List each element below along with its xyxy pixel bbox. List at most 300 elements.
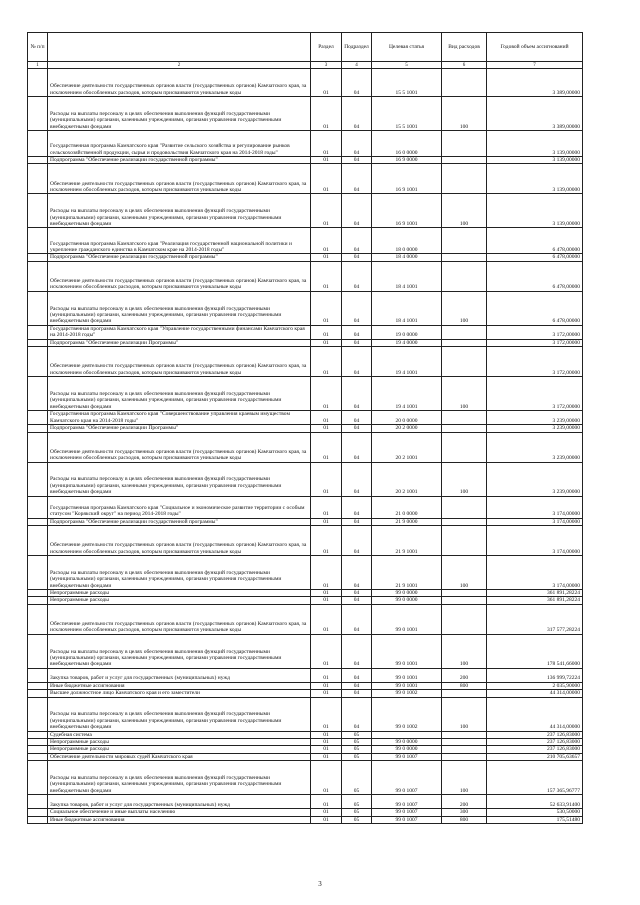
row-target-article: 18 4 1001: [372, 291, 442, 325]
row-amount: 3 172,00000: [487, 325, 583, 339]
row-amount: 136 999,72224: [487, 668, 583, 682]
row-podrazdel: 05: [342, 739, 372, 746]
column-index: 6: [442, 62, 487, 69]
row-number: [28, 228, 48, 254]
row-target-article: 21 9 1001: [372, 526, 442, 556]
header-podrazdel: Подраздел: [342, 33, 372, 62]
table-row: [28, 254, 583, 261]
row-amount: 52 633,91400: [487, 795, 583, 809]
row-number: [28, 339, 48, 346]
row-expense-type: [442, 526, 487, 556]
row-expense-type: [442, 339, 487, 346]
row-target-article: 20 2 0000: [372, 425, 442, 432]
row-expense-type: [442, 157, 487, 164]
row-name: Расходы на выплаты персоналу в целях обеспечения выполнения функций государственными (муниципальными) органами, казенными учреждениями, органами управления государственными внебюджетными фондами: [48, 291, 311, 325]
row-expense-type: [442, 604, 487, 634]
row-razdel: 01: [311, 753, 342, 760]
table-row: [28, 556, 583, 590]
row-expense-type: 100: [442, 761, 487, 795]
row-name: Расходы на выплаты персоналу в целях обеспечения выполнения функций государственными (муниципальными) органами, казенными учреждениями, органами управления государственными внебюджетными фондами: [48, 377, 311, 411]
row-amount: 2 035,90000: [487, 682, 583, 689]
row-target-article: 99 0 1002: [372, 697, 442, 731]
row-podrazdel: 04: [342, 69, 372, 97]
row-number: [28, 411, 48, 425]
row-name: Подпрограмма "Обеспечение реализации государственной программы": [48, 518, 311, 525]
row-number: [28, 261, 48, 291]
row-podrazdel: 04: [342, 590, 372, 597]
column-index-row: [28, 62, 583, 69]
row-podrazdel: 04: [342, 432, 372, 462]
table-row: [28, 131, 583, 157]
row-podrazdel: 04: [342, 556, 372, 590]
row-podrazdel: 05: [342, 761, 372, 795]
row-razdel: 01: [311, 697, 342, 731]
row-amount: 361 891,28224: [487, 590, 583, 597]
table-row: [28, 325, 583, 339]
page-number: 3: [318, 880, 322, 888]
row-amount: 3 174,00000: [487, 496, 583, 518]
row-razdel: 01: [311, 411, 342, 425]
row-name: Расходы на выплаты персоналу в целях обеспечения выполнения функций государственными (муниципальными) органами, казенными учреждениями, органами управления государственными внебюджетными фондами: [48, 761, 311, 795]
table-row: [28, 518, 583, 525]
row-name: Государственная программа Камчатского края "Социальное и экономическое развитие территории с особым статусом "Корякский округ" на период 2014-2018 годы": [48, 496, 311, 518]
table-row: [28, 590, 583, 597]
row-podrazdel: 04: [342, 194, 372, 228]
row-razdel: 01: [311, 690, 342, 697]
row-podrazdel: 05: [342, 795, 372, 809]
row-number: [28, 291, 48, 325]
table-row: [28, 604, 583, 634]
row-amount: 237 126,83000: [487, 739, 583, 746]
table-row: [28, 291, 583, 325]
row-number: [28, 668, 48, 682]
row-amount: 6 478,00000: [487, 291, 583, 325]
table-row: [28, 69, 583, 97]
row-number: [28, 731, 48, 738]
row-expense-type: [442, 432, 487, 462]
row-name: Подпрограмма "Обеспечение реализации Программы": [48, 425, 311, 432]
row-razdel: 01: [311, 795, 342, 809]
row-target-article: 99 0 1007: [372, 809, 442, 816]
row-expense-type: [442, 261, 487, 291]
row-amount: 210 705,63657: [487, 753, 583, 760]
row-name: Расходы на выплаты персоналу в целях обеспечения выполнения функций государственными (муниципальными) органами, казенными учреждениями, органами управления государственными внебюджетными фондами: [48, 462, 311, 496]
row-number: [28, 97, 48, 131]
row-amount: 3 389,00000: [487, 97, 583, 131]
column-index: 2: [48, 62, 311, 69]
table-row: [28, 228, 583, 254]
row-target-article: 16 9 1001: [372, 164, 442, 194]
row-name: Иные бюджетные ассигнования: [48, 816, 311, 823]
row-target-article: 99 0 1007: [372, 795, 442, 809]
row-amount: 237 126,83000: [487, 731, 583, 738]
row-razdel: 01: [311, 157, 342, 164]
row-expense-type: 200: [442, 668, 487, 682]
table-row: [28, 809, 583, 816]
row-name: Иные бюджетные ассигнования: [48, 682, 311, 689]
table-row: [28, 432, 583, 462]
row-number: [28, 795, 48, 809]
header-row: [28, 33, 583, 62]
table-row: [28, 347, 583, 377]
row-number: [28, 634, 48, 668]
row-number: [28, 518, 48, 525]
row-podrazdel: 05: [342, 731, 372, 738]
row-number: [28, 69, 48, 97]
row-razdel: 01: [311, 261, 342, 291]
row-target-article: 18 0 0000: [372, 228, 442, 254]
row-razdel: 01: [311, 97, 342, 131]
row-name: Обеспечение деятельности государственных органов власти (государственных органов) Камчатского края, за исключением обособленных расходов, которым присваиваются уникальные коды: [48, 526, 311, 556]
row-name: Высшее должностное лицо Камчатского края и его заместители: [48, 690, 311, 697]
row-expense-type: [442, 228, 487, 254]
table-row: [28, 425, 583, 432]
table-row: [28, 746, 583, 753]
row-podrazdel: 04: [342, 462, 372, 496]
row-number: [28, 682, 48, 689]
table-row: [28, 261, 583, 291]
row-number: [28, 194, 48, 228]
row-razdel: 01: [311, 590, 342, 597]
row-podrazdel: 04: [342, 690, 372, 697]
header-expense-type: Вид расходов: [442, 33, 487, 62]
table-row: [28, 668, 583, 682]
row-target-article: 21 9 0000: [372, 518, 442, 525]
row-razdel: 01: [311, 164, 342, 194]
row-razdel: 01: [311, 254, 342, 261]
row-podrazdel: 04: [342, 254, 372, 261]
row-podrazdel: 04: [342, 164, 372, 194]
row-target-article: 99 0 0000: [372, 590, 442, 597]
row-amount: 44 314,00000: [487, 690, 583, 697]
row-target-article: [372, 731, 442, 738]
row-expense-type: [442, 411, 487, 425]
table-row: [28, 682, 583, 689]
table-row: [28, 97, 583, 131]
row-number: [28, 131, 48, 157]
row-target-article: 21 0 0000: [372, 496, 442, 518]
row-number: [28, 690, 48, 697]
row-number: [28, 746, 48, 753]
row-amount: 175,51480: [487, 816, 583, 823]
row-number: [28, 157, 48, 164]
row-name: Государственная программа Камчатского края "Реализация государственной национальной политики и укрепление гражданского единства в Камчатском крае на 2014-2018 годы": [48, 228, 311, 254]
row-number: [28, 556, 48, 590]
row-name: Обеспечение деятельности государственных органов власти (государственных органов) Камчатского края, за исключением обособленных расходов, которым присваиваются уникальные коды: [48, 432, 311, 462]
row-expense-type: 100: [442, 291, 487, 325]
table-row: [28, 339, 583, 346]
row-target-article: 99 0 1007: [372, 761, 442, 795]
row-podrazdel: 04: [342, 697, 372, 731]
row-podrazdel: 05: [342, 816, 372, 823]
budget-table: [27, 32, 583, 824]
row-podrazdel: 05: [342, 809, 372, 816]
row-target-article: 20 0 0000: [372, 411, 442, 425]
table-row: [28, 157, 583, 164]
table-row: [28, 164, 583, 194]
row-podrazdel: 05: [342, 746, 372, 753]
row-podrazdel: 04: [342, 425, 372, 432]
row-target-article: 18 4 0000: [372, 254, 442, 261]
row-expense-type: [442, 164, 487, 194]
row-target-article: 19 4 1001: [372, 377, 442, 411]
row-amount: 3 174,00000: [487, 526, 583, 556]
row-amount: 3 239,00000: [487, 425, 583, 432]
row-name: Государственная программа Камчатского края "Развитие сельского хозяйства и регулирование рынков сельскохозяйственной продукции, сырья и продовольствия Камчатского края на 2014-2018 годы": [48, 131, 311, 157]
row-razdel: 01: [311, 518, 342, 525]
row-expense-type: 300: [442, 809, 487, 816]
table-row: [28, 816, 583, 823]
row-expense-type: 800: [442, 682, 487, 689]
row-name: Обеспечение деятельности мировых судей Камчатского края: [48, 753, 311, 760]
table-row: [28, 411, 583, 425]
column-index: 5: [372, 62, 442, 69]
row-razdel: 01: [311, 816, 342, 823]
row-expense-type: [442, 597, 487, 604]
row-name: Непрограммные расходы: [48, 746, 311, 753]
row-expense-type: [442, 496, 487, 518]
row-razdel: 01: [311, 496, 342, 518]
row-number: [28, 597, 48, 604]
table-row: [28, 761, 583, 795]
row-expense-type: 100: [442, 634, 487, 668]
row-name: Расходы на выплаты персоналу в целях обеспечения выполнения функций государственными (муниципальными) органами, казенными учреждениями, органами управления государственными внебюджетными фондами: [48, 194, 311, 228]
row-amount: 530,50000: [487, 809, 583, 816]
row-amount: 3 174,00000: [487, 556, 583, 590]
row-podrazdel: 04: [342, 291, 372, 325]
row-number: [28, 462, 48, 496]
row-razdel: 01: [311, 731, 342, 738]
row-podrazdel: 04: [342, 339, 372, 346]
row-target-article: 21 9 1001: [372, 556, 442, 590]
row-podrazdel: 04: [342, 377, 372, 411]
row-podrazdel: 04: [342, 157, 372, 164]
row-razdel: 01: [311, 131, 342, 157]
row-expense-type: 100: [442, 97, 487, 131]
row-target-article: 99 0 1001: [372, 682, 442, 689]
row-razdel: 01: [311, 291, 342, 325]
row-podrazdel: 04: [342, 97, 372, 131]
row-target-article: 99 0 1001: [372, 634, 442, 668]
row-target-article: 99 0 0000: [372, 746, 442, 753]
row-razdel: 01: [311, 325, 342, 339]
row-expense-type: [442, 518, 487, 525]
row-name: Обеспечение деятельности государственных органов власти (государственных органов) Камчатского края, за исключением обособленных расходов, которым присваиваются уникальные коды: [48, 69, 311, 97]
row-number: [28, 761, 48, 795]
row-number: [28, 809, 48, 816]
row-razdel: 01: [311, 597, 342, 604]
row-razdel: 01: [311, 604, 342, 634]
row-expense-type: [442, 590, 487, 597]
row-razdel: 01: [311, 69, 342, 97]
row-number: [28, 325, 48, 339]
row-amount: 3 239,00000: [487, 462, 583, 496]
row-target-article: 99 0 0000: [372, 597, 442, 604]
row-name: Непрограммные расходы: [48, 590, 311, 597]
row-amount: 6 478,00000: [487, 254, 583, 261]
row-expense-type: 100: [442, 556, 487, 590]
header-number: № п/п: [28, 33, 48, 62]
row-target-article: 15 5 1001: [372, 97, 442, 131]
row-target-article: 18 4 1001: [372, 261, 442, 291]
row-target-article: 99 0 1002: [372, 690, 442, 697]
row-podrazdel: 04: [342, 325, 372, 339]
row-name: Закупка товаров, работ и услуг для государственных (муниципальных) нужд: [48, 795, 311, 809]
row-podrazdel: 04: [342, 347, 372, 377]
row-razdel: 01: [311, 377, 342, 411]
row-target-article: 19 0 0000: [372, 325, 442, 339]
row-amount: 3 389,00000: [487, 69, 583, 97]
row-name: Подпрограмма "Обеспечение реализации государственной программы": [48, 157, 311, 164]
row-name: Государственная программа Камчатского края "Совершенствование управления краевым имуществом Камчатского края на 2014-2018 годы": [48, 411, 311, 425]
column-index: 1: [28, 62, 48, 69]
row-razdel: 01: [311, 809, 342, 816]
row-razdel: 01: [311, 761, 342, 795]
row-amount: 3 172,00000: [487, 347, 583, 377]
row-amount: 157 365,96777: [487, 761, 583, 795]
row-expense-type: 100: [442, 377, 487, 411]
row-razdel: 01: [311, 347, 342, 377]
row-razdel: 01: [311, 526, 342, 556]
table-row: [28, 739, 583, 746]
row-name: Расходы на выплаты персоналу в целях обеспечения выполнения функций государственными (муниципальными) органами, казенными учреждениями, органами управления государственными внебюджетными фондами: [48, 634, 311, 668]
row-podrazdel: 05: [342, 753, 372, 760]
row-expense-type: 200: [442, 795, 487, 809]
table-row: [28, 697, 583, 731]
row-amount: 3 139,00000: [487, 157, 583, 164]
row-target-article: 99 0 0000: [372, 739, 442, 746]
row-expense-type: [442, 425, 487, 432]
table-row: [28, 795, 583, 809]
row-number: [28, 526, 48, 556]
row-razdel: 01: [311, 739, 342, 746]
row-podrazdel: 04: [342, 261, 372, 291]
row-podrazdel: 04: [342, 668, 372, 682]
row-expense-type: [442, 69, 487, 97]
row-razdel: 01: [311, 634, 342, 668]
row-expense-type: [442, 347, 487, 377]
row-expense-type: [442, 131, 487, 157]
row-number: [28, 377, 48, 411]
row-amount: 3 239,00000: [487, 411, 583, 425]
row-number: [28, 816, 48, 823]
row-name: Подпрограмма "Обеспечение реализации Программы": [48, 339, 311, 346]
row-target-article: 20 2 1001: [372, 462, 442, 496]
row-amount: 6 478,00000: [487, 228, 583, 254]
row-number: [28, 697, 48, 731]
row-number: [28, 604, 48, 634]
row-amount: 3 139,00000: [487, 131, 583, 157]
header-target-article: Целевая статья: [372, 33, 442, 62]
row-name: Обеспечение деятельности государственных органов власти (государственных органов) Камчатского края, за исключением обособленных расходов, которым присваиваются уникальные коды: [48, 164, 311, 194]
row-target-article: 20 2 1001: [372, 432, 442, 462]
row-razdel: 01: [311, 668, 342, 682]
row-expense-type: 100: [442, 194, 487, 228]
row-amount: 44 314,00000: [487, 697, 583, 731]
row-podrazdel: 04: [342, 634, 372, 668]
table-row: [28, 496, 583, 518]
row-target-article: 19 4 1001: [372, 347, 442, 377]
row-name: Обеспечение деятельности государственных органов власти (государственных органов) Камчатского края, за исключением обособленных расходов, которым присваиваются уникальные коды: [48, 604, 311, 634]
row-name: Судебная система: [48, 731, 311, 738]
row-amount: 3 239,00000: [487, 432, 583, 462]
row-podrazdel: 04: [342, 411, 372, 425]
row-number: [28, 254, 48, 261]
row-number: [28, 753, 48, 760]
row-amount: 361 891,28224: [487, 597, 583, 604]
row-razdel: 01: [311, 194, 342, 228]
row-razdel: 01: [311, 339, 342, 346]
row-amount: 6 478,00000: [487, 261, 583, 291]
row-number: [28, 425, 48, 432]
row-expense-type: [442, 254, 487, 261]
row-name: Расходы на выплаты персоналу в целях обеспечения выполнения функций государственными (муниципальными) органами, казенными учреждениями, органами управления государственными внебюджетными фондами: [48, 697, 311, 731]
header-name: [48, 33, 311, 62]
row-expense-type: 100: [442, 697, 487, 731]
table-row: [28, 526, 583, 556]
column-index: 4: [342, 62, 372, 69]
row-razdel: 01: [311, 462, 342, 496]
table-row: [28, 377, 583, 411]
row-amount: 3 172,00000: [487, 339, 583, 346]
table-row: [28, 462, 583, 496]
row-target-article: 19 4 0000: [372, 339, 442, 346]
row-target-article: 16 9 0000: [372, 157, 442, 164]
row-number: [28, 496, 48, 518]
table-row: [28, 597, 583, 604]
table-row: [28, 753, 583, 760]
row-expense-type: 100: [442, 462, 487, 496]
row-target-article: 15 5 1001: [372, 69, 442, 97]
row-name: Расходы на выплаты персоналу в целях обеспечения выполнения функций государственными (муниципальными) органами, казенными учреждениями, органами управления государственными внебюджетными фондами: [48, 556, 311, 590]
row-target-article: 99 0 1007: [372, 753, 442, 760]
row-amount: 3 139,00000: [487, 194, 583, 228]
row-expense-type: [442, 325, 487, 339]
row-expense-type: [442, 731, 487, 738]
row-number: [28, 590, 48, 597]
row-name: Подпрограмма "Обеспечение реализации государственной программы": [48, 254, 311, 261]
row-target-article: 16 0 0000: [372, 131, 442, 157]
row-razdel: 01: [311, 682, 342, 689]
row-expense-type: [442, 746, 487, 753]
row-amount: 178 541,66000: [487, 634, 583, 668]
row-name: Обеспечение деятельности государственных органов власти (государственных органов) Камчатского края, за исключением обособленных расходов, которым присваиваются уникальные коды: [48, 261, 311, 291]
header-annual-amount: Годовой объем ассигнований: [487, 33, 583, 62]
row-podrazdel: 04: [342, 604, 372, 634]
row-name: Социальное обеспечение и иные выплаты населению: [48, 809, 311, 816]
header-razdel: Раздел: [311, 33, 342, 62]
row-amount: 317 577,28224: [487, 604, 583, 634]
column-index: 3: [311, 62, 342, 69]
table-row: [28, 634, 583, 668]
row-target-article: 99 0 1007: [372, 816, 442, 823]
row-podrazdel: 04: [342, 518, 372, 525]
row-amount: 3 174,00000: [487, 518, 583, 525]
row-number: [28, 432, 48, 462]
table-row: [28, 194, 583, 228]
row-razdel: 01: [311, 425, 342, 432]
row-podrazdel: 04: [342, 526, 372, 556]
row-razdel: 01: [311, 432, 342, 462]
row-expense-type: [442, 739, 487, 746]
row-expense-type: [442, 753, 487, 760]
table-row: [28, 690, 583, 697]
row-podrazdel: 04: [342, 682, 372, 689]
row-number: [28, 739, 48, 746]
table-row: [28, 731, 583, 738]
row-number: [28, 164, 48, 194]
row-razdel: 01: [311, 228, 342, 254]
